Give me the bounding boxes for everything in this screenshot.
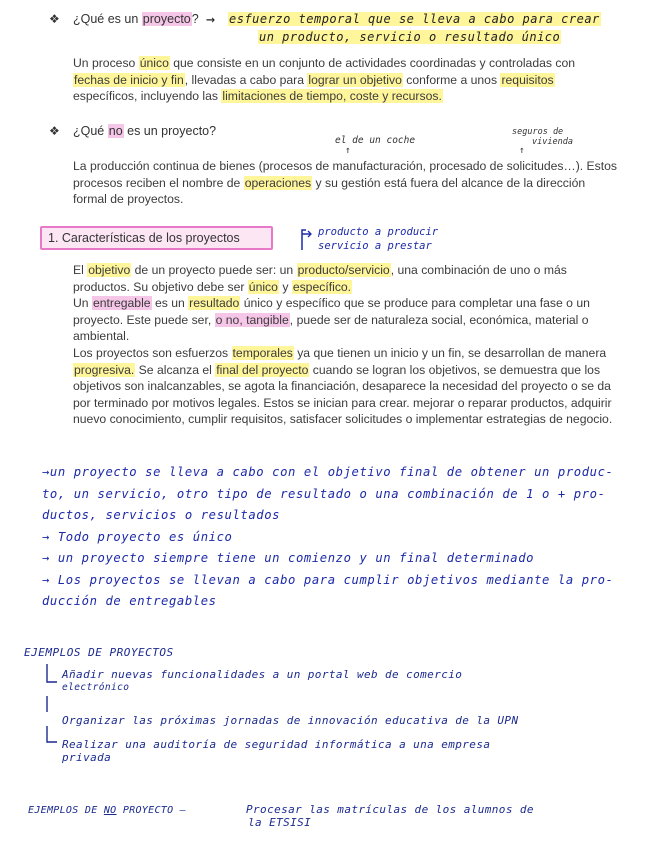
note-seguros: seguros de [512,127,564,137]
no-proyecto-title: EJEMPLOS DE NO PROYECTO — [28,805,187,816]
note-line: to, un servicio, otro tipo de resultado o una combinación de 1 o + pro- [42,486,606,501]
note-vivienda: vivienda [532,137,573,147]
ejemplo-item-1: Añadir nuevas funcionalidades a un portal web de comercio electrónico [62,668,463,693]
arrow-icon: → [206,10,216,28]
question-que-es [73,12,199,26]
question-que-no-es: ¿Qué no es un proyecto? [73,124,217,138]
question-text: ¿Qué es un [73,12,142,26]
diamond-bullet-icon: ❖ [49,124,60,138]
note-el-de-un-coche: el de un coche [335,135,416,146]
note-line: → Todo proyecto es único [42,529,233,544]
paragraph-entregable: Un entregable es un resultado único y específico que se produce para completar una fase o un proyecto. Este puede ser, o no, tangible, puede ser de naturaleza social, económica, material o ambiental. [73,296,590,344]
note-line: → Los proyectos se llevan a cabo para cumplir objetivos mediante la pro- [42,572,614,587]
note-line: ducción de entregables [42,594,217,608]
no-proyecto-paragraph: La producción continua de bienes (procesos de manufacturación, procesado de solicitudes…). Estos procesos reciben el nombre de operaciones y su gestión está fuera del alcance de la dirección formal de proyectos. [73,159,618,207]
note-line: →un proyecto se lleva a cabo con el objetivo final de obtener un produc- [42,465,614,479]
definition-paragraph: Un proceso único que consiste en un conjunto de actividades coordinadas y controladas con fechas de inicio y fin, llevadas a cabo para lograr un objetivo conforme a unos requisitos específicos, incluyendo las limitaciones de tiempo, coste y recursos. [73,56,576,104]
section-heading: 1. Características de los proyectos [40,226,273,250]
note-producto: producto a producir [318,226,439,238]
ejemplo-item-3: Realizar una auditoría de seguridad informática a una empresa privada [62,738,491,764]
handwritten-notes [42,462,614,613]
list-bracket-icon [44,662,60,750]
note-servicio: servicio a prestar [318,240,432,252]
handwritten-answer-line1 [228,12,601,26]
up-arrow-icon: ↑ [519,145,525,156]
up-arrow-icon: ↑ [345,145,351,156]
note-line: → un proyecto siempre tiene un comienzo y un final determinado [42,551,535,565]
ejemplos-title: EJEMPLOS DE PROYECTOS [24,646,174,659]
note-line: ductos, servicios o resultados [42,508,281,522]
handwritten-answer-line2 [258,30,561,44]
question-text: ? [191,12,199,26]
paragraph-objetivo: El objetivo de un proyecto puede ser: un producto/servicio, una combinación de uno o más productos. Su objetivo debe ser único y específico. [73,263,567,294]
diamond-bullet-icon: ❖ [49,12,60,26]
characteristics-body [73,262,618,428]
answer-highlight: esfuerzo temporal que se lleva a cabo para crear [229,12,600,26]
ejemplo-item-2: Organizar las próximas jornadas de innovación educativa de la UPN [62,714,519,727]
paragraph-temporales: Los proyectos son esfuerzos temporales ya que tienen un inicio y un fin, se desarrollan de manera progresiva. Se alcanza el final del proyecto cuando se logran los objetivos, se demuestra que los objetivos son inalcanzables, se agota la financiación, desaparece la necesidad del proyecto o se da por terminado por motivos legales. Estos se inician para crear. mejorar o reparar productos, adquirir nuevo conocimiento, cumplir requisitos, satisfacer solicitudes o implementar estrategias de negocio. [73,345,613,427]
question-highlight: proyecto [142,12,191,26]
answer-highlight: un producto, servicio o resultado único [259,30,561,44]
no-proyecto-example: Procesar las matrículas de los alumnos de la ETSISI [246,803,534,829]
